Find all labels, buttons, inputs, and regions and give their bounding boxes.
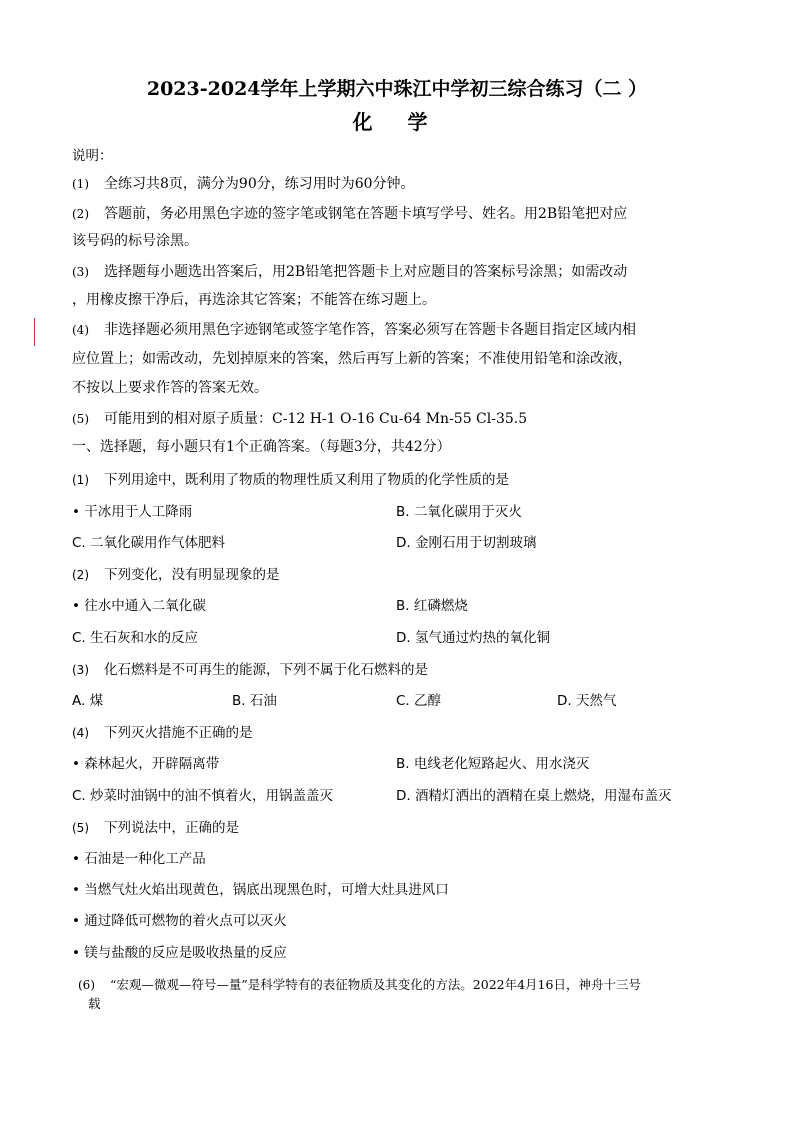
instruction-text: 非选择题必须用黑色字迹钢笔或签字笔作答，答案必须写在答题卡各题目指定区域内相: [104, 322, 636, 338]
option-d[interactable]: D. 天然气: [557, 693, 617, 709]
question-4: [72, 723, 732, 743]
option-b[interactable]: • 当燃气灶火焰出现黄色，锅底出现黑色时，可增大灶具进风口: [72, 882, 449, 898]
instruction-3-cont: ，用橡皮擦干净后，再选涂其它答案；不能答在练习题上。: [72, 292, 436, 308]
question-stem: 下列变化，没有明显现象的是: [104, 567, 280, 583]
exam-title: 2023-2024学年上学期六中珠江中学初三综合练习（二 ）: [146, 78, 648, 100]
option-b[interactable]: B. 红磷燃烧: [396, 598, 468, 614]
question-num: (2): [72, 568, 89, 582]
option-d[interactable]: D. 酒精灯洒出的酒精在桌上燃烧，用湿布盖灭: [396, 788, 672, 804]
option-a[interactable]: • 往水中通入二氧化碳: [72, 598, 206, 614]
instruction-num: (5): [72, 412, 89, 426]
instruction-text: 全练习共8页，满分为90分，练习用时为60分钟。: [104, 176, 415, 192]
instruction-5: [72, 409, 732, 429]
instruction-4-cont2: 不按以上要求作答的答案无效。: [72, 380, 268, 396]
question-stem: 下列灭火措施不正确的是: [104, 725, 253, 741]
option-c[interactable]: C. 二氧化碳用作气体肥料: [72, 535, 226, 551]
question-num: (1): [72, 473, 89, 487]
instruction-4-cont1: 应位置上；如需改动，先划掉原来的答案，然后再写上新的答案；不准使用铅笔和涂改液，: [72, 351, 632, 367]
option-b[interactable]: B. 电线老化短路起火、用水浇灭: [396, 756, 590, 772]
question-stem: 下列说法中，正确的是: [104, 820, 239, 836]
instruction-num: (4): [72, 323, 89, 337]
instruction-4: [72, 320, 732, 340]
question-num: (5): [72, 821, 89, 835]
question-3: [72, 660, 732, 680]
option-a[interactable]: • 森林起火，开辟隔离带: [72, 756, 220, 772]
instruction-text: 可能用到的相对原子质量：C-12 H-1 O-16 Cu-64 Mn-55 Cl-35.5: [104, 411, 528, 427]
question-5: [72, 818, 732, 838]
instruction-num: (3): [72, 265, 89, 279]
option-d[interactable]: • 镁与盐酸的反应是吸收热量的反应: [72, 945, 287, 961]
question-6: [78, 975, 738, 995]
instruction-2-cont: 该号码的标号涂黑。: [72, 233, 198, 249]
instruction-1: [72, 174, 732, 194]
option-d[interactable]: D. 氢气通过灼热的氧化铜: [396, 630, 550, 646]
question-stem: 化石燃料是不可再生的能源，下列不属于化石燃料的是: [104, 662, 428, 678]
instruction-num: (2): [72, 207, 89, 221]
instructions-heading: 说明：: [72, 148, 113, 164]
instruction-text: 选择题每小题选出答案后，用2B铅笔把答题卡上对应题目的答案标号涂黑；如需改动: [104, 264, 628, 280]
option-a[interactable]: • 干冰用于人工降雨: [72, 504, 193, 520]
question-stem: “宏观—微观—符号—量”是科学特有的表征物质及其变化的方法。2022年4月16日，神舟十三号: [110, 977, 641, 992]
subject-title: 化 学: [352, 110, 442, 134]
option-b[interactable]: B. 二氧化碳用于灭火: [396, 504, 522, 520]
instruction-2: [72, 204, 732, 224]
question-num: (4): [72, 726, 89, 740]
instruction-text: 答题前，务必用黑色字迹的签字笔或钢笔在答题卡填写学号、姓名。用2B铅笔把对应: [104, 206, 628, 222]
option-b[interactable]: B. 石油: [232, 693, 277, 709]
question-num: (3): [72, 663, 89, 677]
margin-marker: [34, 318, 35, 346]
instruction-3: [72, 262, 732, 282]
option-a[interactable]: A. 煤: [72, 693, 104, 709]
option-c[interactable]: C. 生石灰和水的反应: [72, 630, 199, 646]
option-a[interactable]: • 石油是一种化工产品: [72, 851, 206, 867]
question-1: [72, 470, 732, 490]
question-2: [72, 565, 732, 585]
instruction-num: (1): [72, 177, 89, 191]
option-d[interactable]: D. 金刚石用于切割玻璃: [396, 535, 537, 551]
option-c[interactable]: C. 乙醇: [396, 693, 442, 709]
option-c[interactable]: C. 炒菜时油锅中的油不慎着火，用锅盖盖灭: [72, 788, 334, 804]
question-num: (6): [78, 978, 95, 992]
option-c[interactable]: • 通过降低可燃物的着火点可以灭火: [72, 913, 287, 929]
section-title: 一、选择题，每小题只有1个正确答案。（每题3分，共42分）: [72, 439, 451, 455]
question-stem: 下列用途中，既利用了物质的物理性质又利用了物质的化学性质的是: [104, 472, 509, 488]
question-6-cont: 载: [88, 996, 101, 1011]
